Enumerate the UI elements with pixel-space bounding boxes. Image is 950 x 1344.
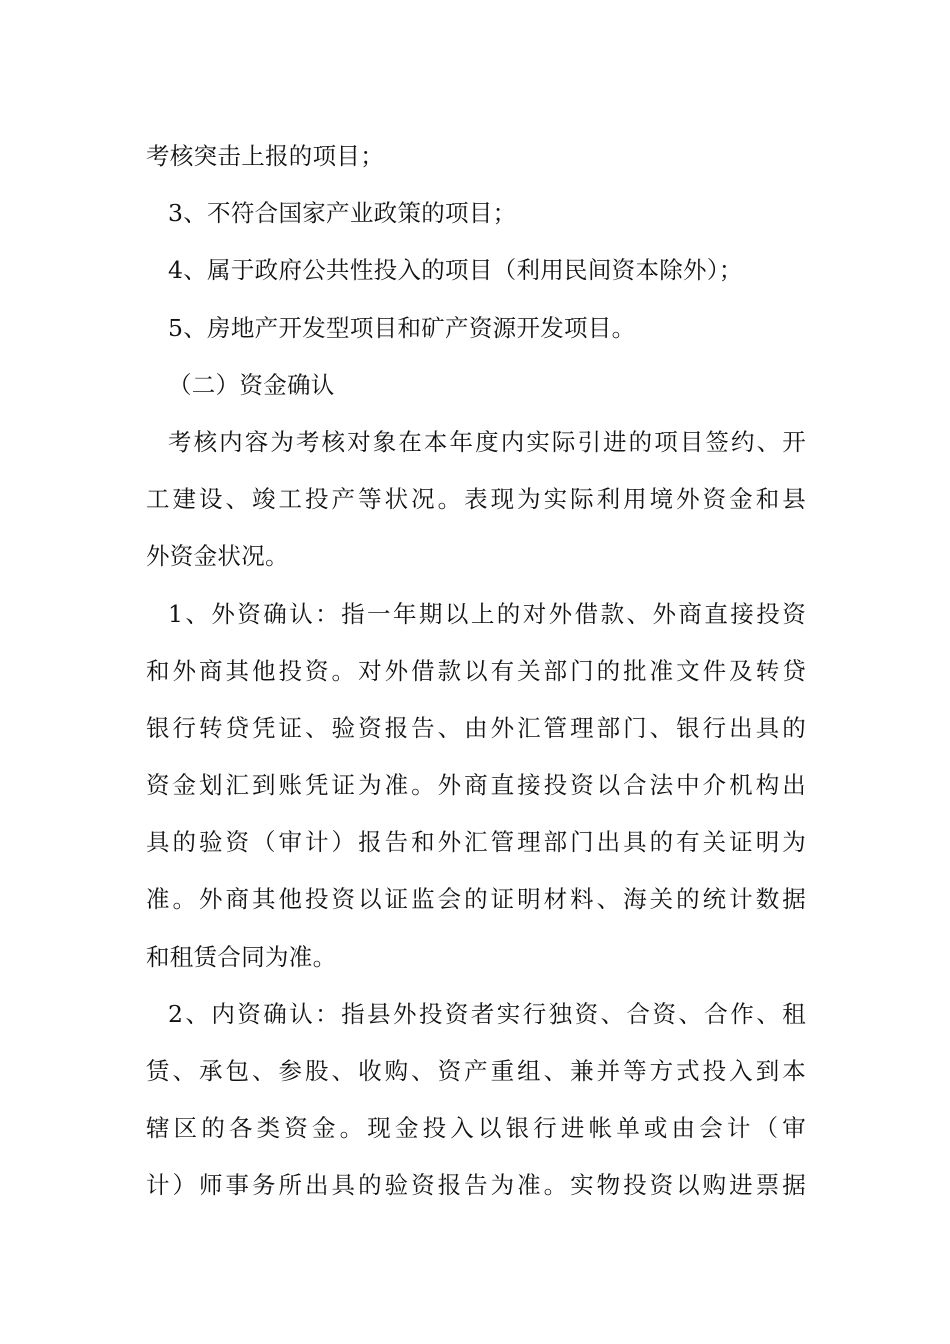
section-heading: （二）资金确认 bbox=[168, 370, 335, 399]
paragraph-line: 准。外商其他投资以证监会的证明材料、海关的统计数据 bbox=[146, 885, 806, 914]
list-item-4: 4、属于政府公共性投入的项目（利用民间资本除外）； bbox=[168, 256, 743, 285]
paragraph-line: 工建设、竣工投产等状况。表现为实际利用境外资金和县 bbox=[146, 485, 806, 514]
paragraph-line: 和租赁合同为准。 bbox=[146, 942, 337, 971]
text-line: 考核突击上报的项目； bbox=[146, 142, 384, 170]
paragraph-line: 具的验资（审计）报告和外汇管理部门出具的有关证明为 bbox=[146, 828, 806, 857]
paragraph-line: 辖区的各类资金。现金投入以银行进帐单或由会计（审 bbox=[146, 1114, 806, 1143]
list-item-5: 5、房地产开发型项目和矿产资源开发项目。 bbox=[168, 313, 636, 342]
paragraph-line: 赁、承包、参股、收购、资产重组、兼并等方式投入到本 bbox=[146, 1057, 806, 1085]
paragraph-line: 2、内资确认：指县外投资者实行独资、合资、合作、租 bbox=[168, 999, 806, 1028]
paragraph-line: 外资金状况。 bbox=[146, 542, 289, 571]
paragraph-line: 计）师事务所出具的验资报告为准。实物投资以购进票据 bbox=[146, 1171, 806, 1200]
paragraph-line: 和外商其他投资。对外借款以有关部门的批准文件及转贷 bbox=[146, 656, 806, 685]
paragraph-line: 1、外资确认：指一年期以上的对外借款、外商直接投资 bbox=[168, 599, 806, 628]
list-item-3: 3、不符合国家产业政策的项目； bbox=[168, 199, 517, 228]
paragraph-line: 考核内容为考核对象在本年度内实际引进的项目签约、开 bbox=[168, 427, 806, 456]
document-body bbox=[146, 128, 806, 1215]
paragraph-line: 资金划汇到账凭证为准。外商直接投资以合法中介机构出 bbox=[146, 771, 806, 800]
paragraph-line: 银行转贷凭证、验资报告、由外汇管理部门、银行出具的 bbox=[146, 713, 806, 742]
